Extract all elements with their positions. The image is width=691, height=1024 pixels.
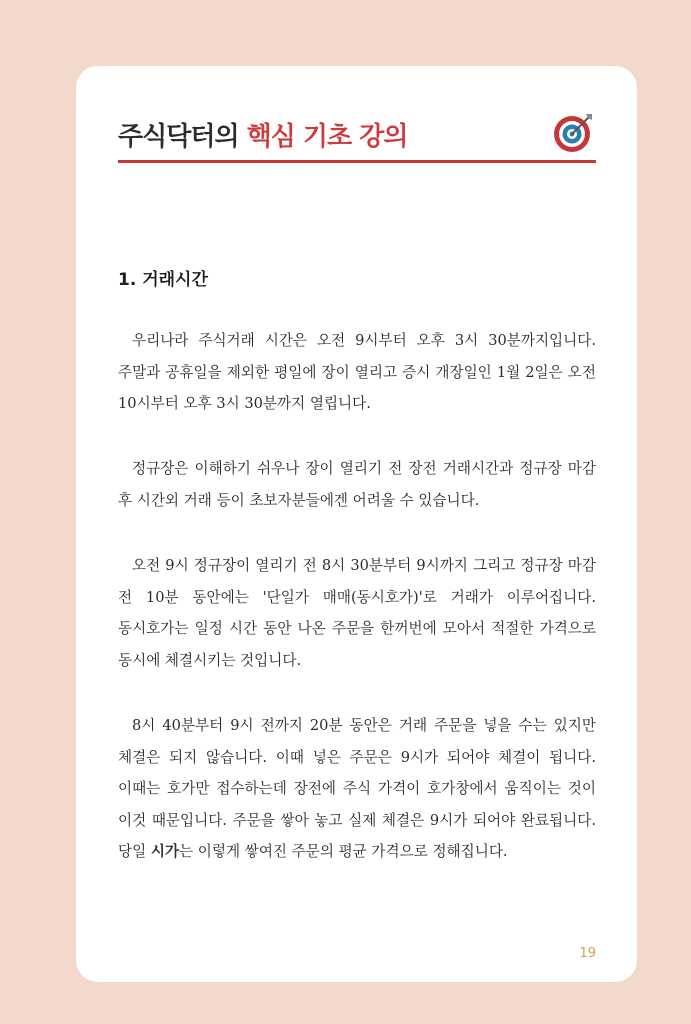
paragraph-trading-hours: 우리나라 주식거래 시간은 오전 9시부터 오후 3시 30분까지입니다. 주말과 공휴일을 제외한 평일에 장이 열리고 증시 개장일인 1월 2일은 오전 10시부터 오후 3시 30분까지 열립니다.: [118, 332, 596, 412]
section-heading: 1. 거래시간: [118, 270, 208, 290]
bold-term-opening-price: 시가: [150, 843, 180, 860]
page-number: 19: [579, 946, 596, 961]
paragraph-text: 8시 40분부터 9시 전까지 20분 동안은 거래 주문을 넣을 수는 있지만 체결은 되지 않습니다. 이때 넣은 주문은 9시가 되어야 체결이 됩니다. 이때는 호가만 접수하는데 장전에 주식 가격이 호가창에서 움직이는 것이 이것 때문입니다. 주문을 쌓아 놓고 실제 체결은 9시가 되어야 완료됩니다. 당일: [118, 717, 596, 860]
paragraph-text: 는 이렇게 쌓여진 주문의 평균 가격으로 정해집니다.: [179, 843, 508, 860]
header-divider: [118, 160, 596, 163]
chapter-title: [118, 116, 407, 153]
paragraph-single-price-auction: 오전 9시 정규장이 열리기 전 8시 30분부터 9시까지 그리고 정규장 마감 전 10분 동안에는 '단일가 매매(동시호가)'로 거래가 이루어집니다. 동시호가는 일정 시간 동안 나온 주문을 한꺼번에 모아서 적절한 가격으로 동시에 체결시키는 것입니다.: [118, 557, 596, 669]
paragraph-regular-session: 정규장은 이해하기 쉬우나 장이 열리기 전 장전 거래시간과 정규장 마감 후 시간외 거래 등이 초보자분들에겐 어려울 수 있습니다.: [118, 460, 596, 509]
chapter-title-highlight: 핵심 기초 강의: [246, 122, 408, 152]
chapter-title-prefix: 주식닥터의: [118, 122, 247, 152]
chapter-header: [118, 110, 596, 164]
target-icon: [552, 110, 596, 154]
paragraph-pre-market-orders: [118, 710, 596, 868]
page-card: [76, 66, 637, 982]
